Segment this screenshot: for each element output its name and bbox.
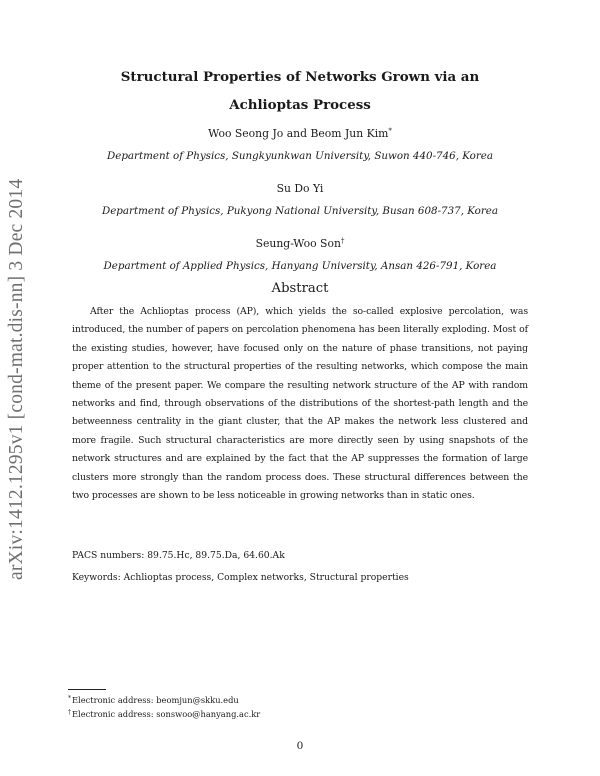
paper-title: Structural Properties of Networks Grown via an Achlioptas Process (120, 69, 480, 113)
author-line-2 (60, 182, 540, 195)
footnote-rule (68, 689, 106, 690)
footnote-mark: * (68, 695, 71, 702)
author-names: Seung-Woo Son (255, 237, 341, 250)
footnote-mark: * (388, 127, 392, 135)
footnote-text: Electronic address: beomjun@skku.edu (72, 695, 239, 705)
keywords: Keywords: Achlioptas process, Complex networks, Structural properties (72, 572, 409, 583)
footnote-1 (68, 695, 239, 705)
pacs-numbers: PACS numbers: 89.75.Hc, 89.75.Da, 64.60.Ak (72, 550, 285, 561)
page-number: 0 (296, 740, 304, 752)
author-line-3 (60, 237, 540, 250)
author-names: Su Do Yi (276, 182, 324, 195)
footnote-text: Electronic address: sonswoo@hanyang.ac.kr (72, 709, 261, 719)
arxiv-identifier: arXiv:1412.1295v1 [cond-mat.dis-nn] 3 Dec 2014 (6, 178, 27, 580)
footnote-mark: † (68, 709, 71, 716)
abstract-body: After the Achlioptas process (AP), which yields the so-called explosive percolation, was introduced, the number of papers on percolation phenomena has been literally exploding. Most of the existing studies, however, have focused only on the nature of phase transitions, not paying proper attention to the structural properties of the resulting networks, which compose the main theme of the present paper. We compare the resulting network structure of the AP with random networks and find, through observations of the distributions of the shortest-path length and the betweenness centrality in the giant cluster, that the AP makes the network less clustered and more fragile. Such structural characteristics are more directly seen by using snapshots of the network structures and are explained by the fact that the AP suppresses the formation of large clusters more strongly than the random process does. These structural differences between the two processes are shown to be less noticeable in growing networks than in static ones. (72, 306, 528, 502)
abstract-heading: Abstract (271, 281, 329, 296)
author-line-1 (60, 127, 540, 140)
affiliation-3: Department of Applied Physics, Hanyang University, Ansan 426-791, Korea (103, 260, 497, 272)
author-names: Woo Seong Jo and Beom Jun Kim (208, 127, 389, 140)
affiliation-1: Department of Physics, Sungkyunkwan University, Suwon 440-746, Korea (106, 150, 494, 162)
footnote-mark: † (340, 237, 345, 245)
footnote-2 (68, 709, 260, 719)
affiliation-2: Department of Physics, Pukyong National University, Busan 608-737, Korea (101, 205, 499, 217)
